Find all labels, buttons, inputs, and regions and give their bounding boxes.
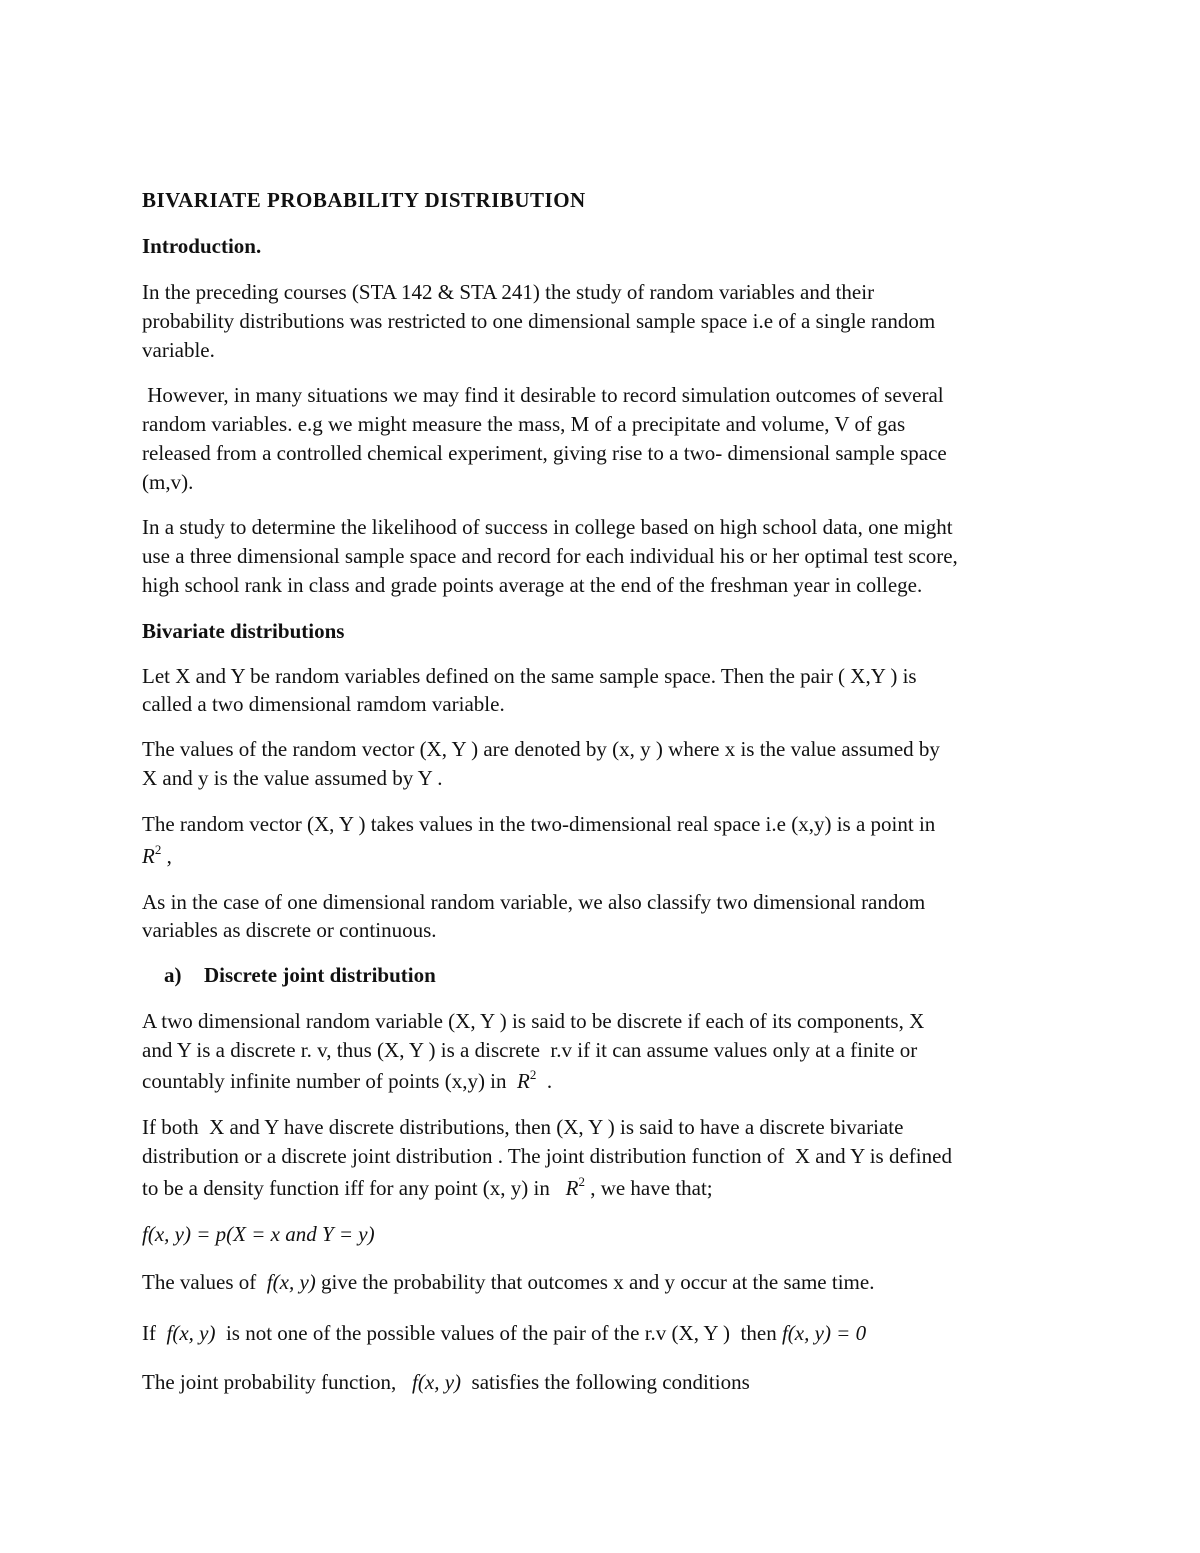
math-expression: f(x, y) = 0 (781, 1321, 867, 1345)
text-fragment: is not one of the possible values of the pair of the r.v (X, Y ) then (215, 1321, 782, 1345)
text-fragment: The joint probability function, (142, 1370, 413, 1394)
paragraph-line (142, 1069, 552, 1093)
paragraph-line: However, in many situations we may find it desirable to record simulation outcomes of several (142, 383, 944, 407)
text-fragment: , (161, 844, 172, 868)
math-symbol-r: R (142, 844, 155, 868)
math-expression: f(x, y) (166, 1321, 216, 1345)
document-title: BIVARIATE PROBABILITY DISTRIBUTION (142, 188, 586, 212)
paragraph-line (142, 1370, 750, 1394)
text-fragment: to be a density function iff for any point (x, y) in (142, 1176, 566, 1200)
paragraph-line: A two dimensional random variable (X, Y ) is said to be discrete if each of its components, X (142, 1009, 925, 1033)
text-fragment: countably infinite number of points (x,y) in (142, 1069, 518, 1093)
paragraph-line: use a three dimensional sample space and record for each individual his or her optimal test score, (142, 544, 958, 568)
paragraph-line: random variables. e.g we might measure the mass, M of a precipitate and volume, V of gas (142, 412, 906, 436)
paragraph-line (142, 844, 172, 868)
paragraph-line: The values of the random vector (X, Y ) are denoted by (x, y ) where x is the value assumed by (142, 737, 940, 761)
paragraph-line: If both X and Y have discrete distributions, then (X, Y ) is said to have a discrete bivariate (142, 1115, 904, 1139)
paragraph-line: and Y is a discrete r. v, thus (X, Y ) is a discrete r.v if it can assume values only at a finite or (142, 1038, 918, 1062)
paragraph-line: The random vector (X, Y ) takes values in the two-dimensional real space i.e (x,y) is a point in (142, 812, 936, 836)
paragraph-line: high school rank in class and grade points average at the end of the freshman year in college. (142, 573, 923, 597)
math-exponent: 2 (529, 1067, 537, 1082)
paragraph-line: As in the case of one dimensional random variable, we also classify two dimensional random (142, 890, 926, 914)
text-fragment: If (142, 1321, 167, 1345)
list-label: a) (164, 963, 182, 987)
math-expression: f(x, y) (266, 1270, 316, 1294)
math-exponent: 2 (578, 1174, 585, 1189)
discrete-heading (164, 963, 436, 987)
paragraph-line: released from a controlled chemical experiment, giving rise to a two- dimensional sample space (142, 441, 947, 465)
paragraph-line: In the preceding courses (STA 142 & STA 241) the study of random variables and their (142, 280, 875, 304)
text-fragment: satisfies the following conditions (461, 1370, 750, 1394)
math-expression: f(x, y) (412, 1370, 462, 1394)
heading-text: Discrete joint distribution (204, 963, 436, 987)
joint-density-formula: f(x, y) = p(X = x and Y = y) (142, 1222, 375, 1246)
paragraph-line: (m,v). (142, 470, 194, 494)
math-exponent: 2 (154, 842, 162, 857)
intro-heading: Introduction. (142, 234, 262, 258)
text-fragment: give the probability that outcomes x and y occur at the same time. (315, 1270, 875, 1294)
paragraph-line: Let X and Y be random variables defined on the same sample space. Then the pair ( X,Y ) is (142, 664, 917, 688)
paragraph-line: called a two dimensional ramdom variable. (142, 692, 505, 716)
math-symbol-r: R (565, 1176, 579, 1200)
paragraph-line: probability distributions was restricted to one dimensional sample space i.e of a single random (142, 309, 936, 333)
bivariate-heading: Bivariate distributions (142, 619, 345, 643)
paragraph-line: In a study to determine the likelihood of success in college based on high school data, one might (142, 515, 953, 539)
paragraph-line: variable. (142, 338, 215, 362)
math-symbol-r: R (517, 1069, 530, 1093)
paragraph-line (142, 1270, 874, 1294)
paragraph-line (142, 1176, 713, 1200)
text-fragment: . (536, 1069, 553, 1093)
paragraph-line: X and y is the value assumed by Y . (142, 766, 443, 790)
paragraph-line: variables as discrete or continuous. (142, 918, 437, 942)
text-fragment: , we have that; (584, 1176, 713, 1200)
paragraph-line: distribution or a discrete joint distribution . The joint distribution function of X and Y is defined (142, 1144, 952, 1168)
text-fragment: The values of (142, 1270, 267, 1294)
paragraph-line (142, 1321, 866, 1345)
